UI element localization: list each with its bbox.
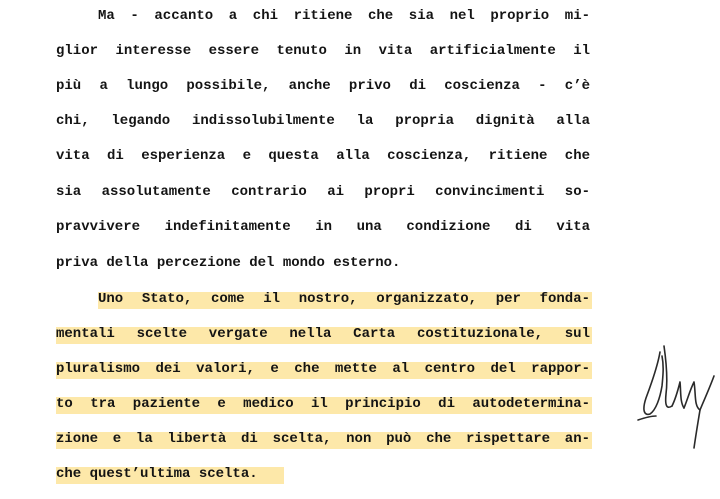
paragraph-2-line-1: Uno Stato, come il nostro, organizzato, per fonda- [98, 291, 590, 307]
paragraph-1-line-3: più a lungo possibile, anche privo di coscienza - c’è [56, 78, 590, 94]
paragraph-1-line-6: sia assolutamente contrario ai propri convincimenti so- [56, 184, 590, 200]
paragraph-1-line-5: vita di esperienza e questa alla coscienza, ritiene che [56, 148, 590, 164]
paragraph-2-line-2: mentali scelte vergate nella Carta costituzionale, sul [56, 326, 590, 342]
paragraph-1-line-2: glior interesse essere tenuto in vita artificialmente il [56, 43, 590, 59]
paragraph-2-line-6: che quest’ultima scelta. [56, 466, 258, 482]
paragraph-2-line-3: pluralismo dei valori, e che mette al centro del rappor- [56, 361, 590, 377]
paragraph-2-line-4: to tra paziente e medico il principio di autodetermina- [56, 396, 590, 412]
paragraph-1-line-7: pravvivere indefinitamente in una condizione di vita [56, 219, 590, 235]
paragraph-1-line-4: chi, legando indissolubilmente la propria dignità alla [56, 113, 590, 129]
paragraph-1-line-8: priva della percezione del mondo esterno. [56, 255, 401, 271]
paragraph-1-line-1: Ma - accanto a chi ritiene che sia nel proprio mi- [98, 8, 590, 24]
paragraph-2-line-5: zione e la libertà di scelta, non può che rispettare an- [56, 431, 590, 447]
handwritten-signature [630, 336, 720, 454]
